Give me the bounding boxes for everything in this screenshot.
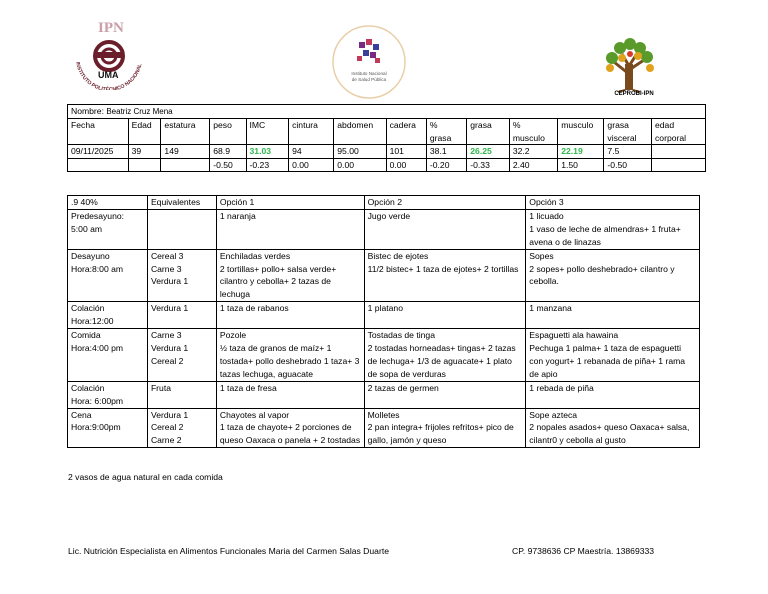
meal-cell-eq <box>147 209 216 249</box>
svg-text:IPN: IPN <box>98 20 124 36</box>
meal-cell-o1: Enchiladas verdes 2 tortillas+ pollo+ salsa verde+ cilantro y cebolla+ 2 tazas de lechuga <box>216 249 364 302</box>
measure-diff <box>128 158 161 171</box>
svg-text:de Salud Pública: de Salud Pública <box>351 77 387 82</box>
meal-cell-o1: 1 taza de fresa <box>216 381 364 408</box>
meal-cell-eq: Verdura 1 <box>147 302 216 329</box>
measure-diff: 1.50 <box>558 158 604 171</box>
meal-cell-o2: Tostadas de tinga 2 tostadas horneadas+ tingas+ 2 tazas de lechuga+ 1/3 de aguacate+ 1 plato de sopa de verduras <box>364 329 526 382</box>
measure-header: edad corporal <box>652 119 706 145</box>
svg-text:Instituto Nacional: Instituto Nacional <box>351 71 387 76</box>
measure-value: 68.9 <box>210 145 246 158</box>
measure-diff: -0.50 <box>604 158 652 171</box>
patient-measurements-table <box>67 104 706 172</box>
meal-row <box>68 302 700 329</box>
meal-cell-o3: Espaguetti ala hawaina Pechuga 1 palma+ 1 taza de espaguetti con yogurt+ 1 rebanada de piña+ 1 rama de apio <box>526 329 700 382</box>
measure-value: 149 <box>161 145 210 158</box>
measure-header: IMC <box>246 119 289 145</box>
meal-row <box>68 249 700 302</box>
meal-row <box>68 209 700 249</box>
name-label: Nombre: <box>71 106 104 116</box>
meal-cell-o1: Pozole ½ taza de granos de maíz+ 1 tostada+ pollo deshebrado 1 taza+ 3 tazas lechuga, aguacate <box>216 329 364 382</box>
measure-value: 31.03 <box>246 145 289 158</box>
footer-license: CP. 9738636 CP Maestría. 13869333 <box>512 546 655 556</box>
header-row <box>68 119 706 145</box>
diff-row <box>68 158 706 171</box>
measure-value: 26.25 <box>467 145 510 158</box>
ceprobi-caption: CEPROBI-IPN <box>614 91 654 97</box>
measure-diff: 0.00 <box>386 158 426 171</box>
plan-header-cell: Opción 3 <box>526 196 700 210</box>
meal-cell-o1: 1 taza de rabanos <box>216 302 364 329</box>
meal-cell-o1: Chayotes al vapor 1 taza de chayote+ 2 porciones de queso Oaxaca o panela + 2 tostadas <box>216 408 364 448</box>
meal-cell-o2: Bistec de ejotes 11/2 bistec+ 1 taza de ejotes+ 2 tortillas <box>364 249 526 302</box>
measure-header: grasa <box>467 119 510 145</box>
meal-cell-o1: 1 naranja <box>216 209 364 249</box>
measure-value: 7.5 <box>604 145 652 158</box>
measure-header: estatura <box>161 119 210 145</box>
measure-diff <box>652 158 706 171</box>
meal-cell-time: Colación Hora: 6:00pm <box>68 381 148 408</box>
meal-row <box>68 408 700 448</box>
measure-header: Fecha <box>68 119 129 145</box>
measure-value: 95.00 <box>334 145 386 158</box>
measure-diff: -0.33 <box>467 158 510 171</box>
measure-diff: 2.40 <box>509 158 557 171</box>
measure-header: cadera <box>386 119 426 145</box>
measure-diff: -0.50 <box>210 158 246 171</box>
measure-header: peso <box>210 119 246 145</box>
name-value: Beatriz Cruz Mena <box>106 107 173 116</box>
meal-cell-time: Colación Hora:12:00 <box>68 302 148 329</box>
measure-header: cintura <box>289 119 334 145</box>
plan-header-cell: .9 40% <box>68 196 148 210</box>
meal-cell-time: Desayuno Hora:8:00 am <box>68 249 148 302</box>
meal-cell-time: Cena Hora:9:00pm <box>68 408 148 448</box>
meal-cell-time: Predesayuno: 5:00 am <box>68 209 148 249</box>
meal-plan-table <box>67 195 700 448</box>
measure-diff <box>161 158 210 171</box>
meal-cell-eq: Fruta <box>147 381 216 408</box>
name-row <box>68 105 706 119</box>
measure-diff <box>68 158 129 171</box>
svg-text:UMA: UMA <box>98 70 119 80</box>
measure-value: 22.19 <box>558 145 604 158</box>
meal-cell-eq: Cereal 3 Carne 3 Verdura 1 <box>147 249 216 302</box>
measure-diff: -0.23 <box>246 158 289 171</box>
measure-value: 101 <box>386 145 426 158</box>
plan-header-cell: Equivalentes <box>147 196 216 210</box>
meal-row <box>68 381 700 408</box>
footer-nutritionist: Lic. Nutrición Especialista en Alimentos Funcionales Maria del Carmen Salas Duarte <box>68 546 389 556</box>
meal-cell-o2: Molletes 2 pan integra+ frijoles refritos+ pico de gallo, jamón y queso <box>364 408 526 448</box>
measure-value <box>652 145 706 158</box>
measure-header: grasa visceral <box>604 119 652 145</box>
measure-header: % musculo <box>509 119 557 145</box>
measure-diff: 0.00 <box>289 158 334 171</box>
measure-header: Edad <box>128 119 161 145</box>
meal-cell-o2: 2 tazas de germen <box>364 381 526 408</box>
water-note: 2 vasos de agua natural en cada comida <box>68 472 223 482</box>
meal-cell-o2: 1 platano <box>364 302 526 329</box>
measure-header: abdomen <box>334 119 386 145</box>
plan-header-cell: Opción 2 <box>364 196 526 210</box>
meal-cell-o3: 1 rebada de piña <box>526 381 700 408</box>
meal-cell-eq: Verdura 1 Cereal 2 Carne 2 <box>147 408 216 448</box>
measure-diff: -0.20 <box>426 158 466 171</box>
meal-cell-o3: 1 manzana <box>526 302 700 329</box>
meal-cell-o3: Sope azteca 2 nopales asados+ queso Oaxaca+ salsa, cilantr0 y cebolla al gusto <box>526 408 700 448</box>
measure-header: musculo <box>558 119 604 145</box>
plan-header-row <box>68 196 700 210</box>
meal-row <box>68 329 700 382</box>
measure-diff: 0.00 <box>334 158 386 171</box>
ipn-uma-logo <box>68 18 150 90</box>
measure-value: 39 <box>128 145 161 158</box>
measure-header: % grasa <box>426 119 466 145</box>
meal-cell-eq: Carne 3 Verdura 1 Cereal 2 <box>147 329 216 382</box>
measure-value: 09/11/2025 <box>68 145 129 158</box>
measure-value: 32.2 <box>509 145 557 158</box>
plan-header-cell: Opción 1 <box>216 196 364 210</box>
measure-value: 38.1 <box>426 145 466 158</box>
measure-value: 94 <box>289 145 334 158</box>
values-row <box>68 145 706 158</box>
svg-text:INSTITUTO POLITÉCNICO NACIONAL: INSTITUTO POLITÉCNICO NACIONAL <box>74 61 144 90</box>
meal-cell-o3: 1 licuado 1 vaso de leche de almendras+ 1 fruta+ avena o de linazas <box>526 209 700 249</box>
meal-cell-time: Comida Hora:4:00 pm <box>68 329 148 382</box>
meal-cell-o2: Jugo verde <box>364 209 526 249</box>
name-cell <box>68 105 706 119</box>
insp-logo <box>331 24 407 100</box>
meal-cell-o3: Sopes 2 sopes+ pollo deshebrado+ cilantro y cebolla. <box>526 249 700 302</box>
